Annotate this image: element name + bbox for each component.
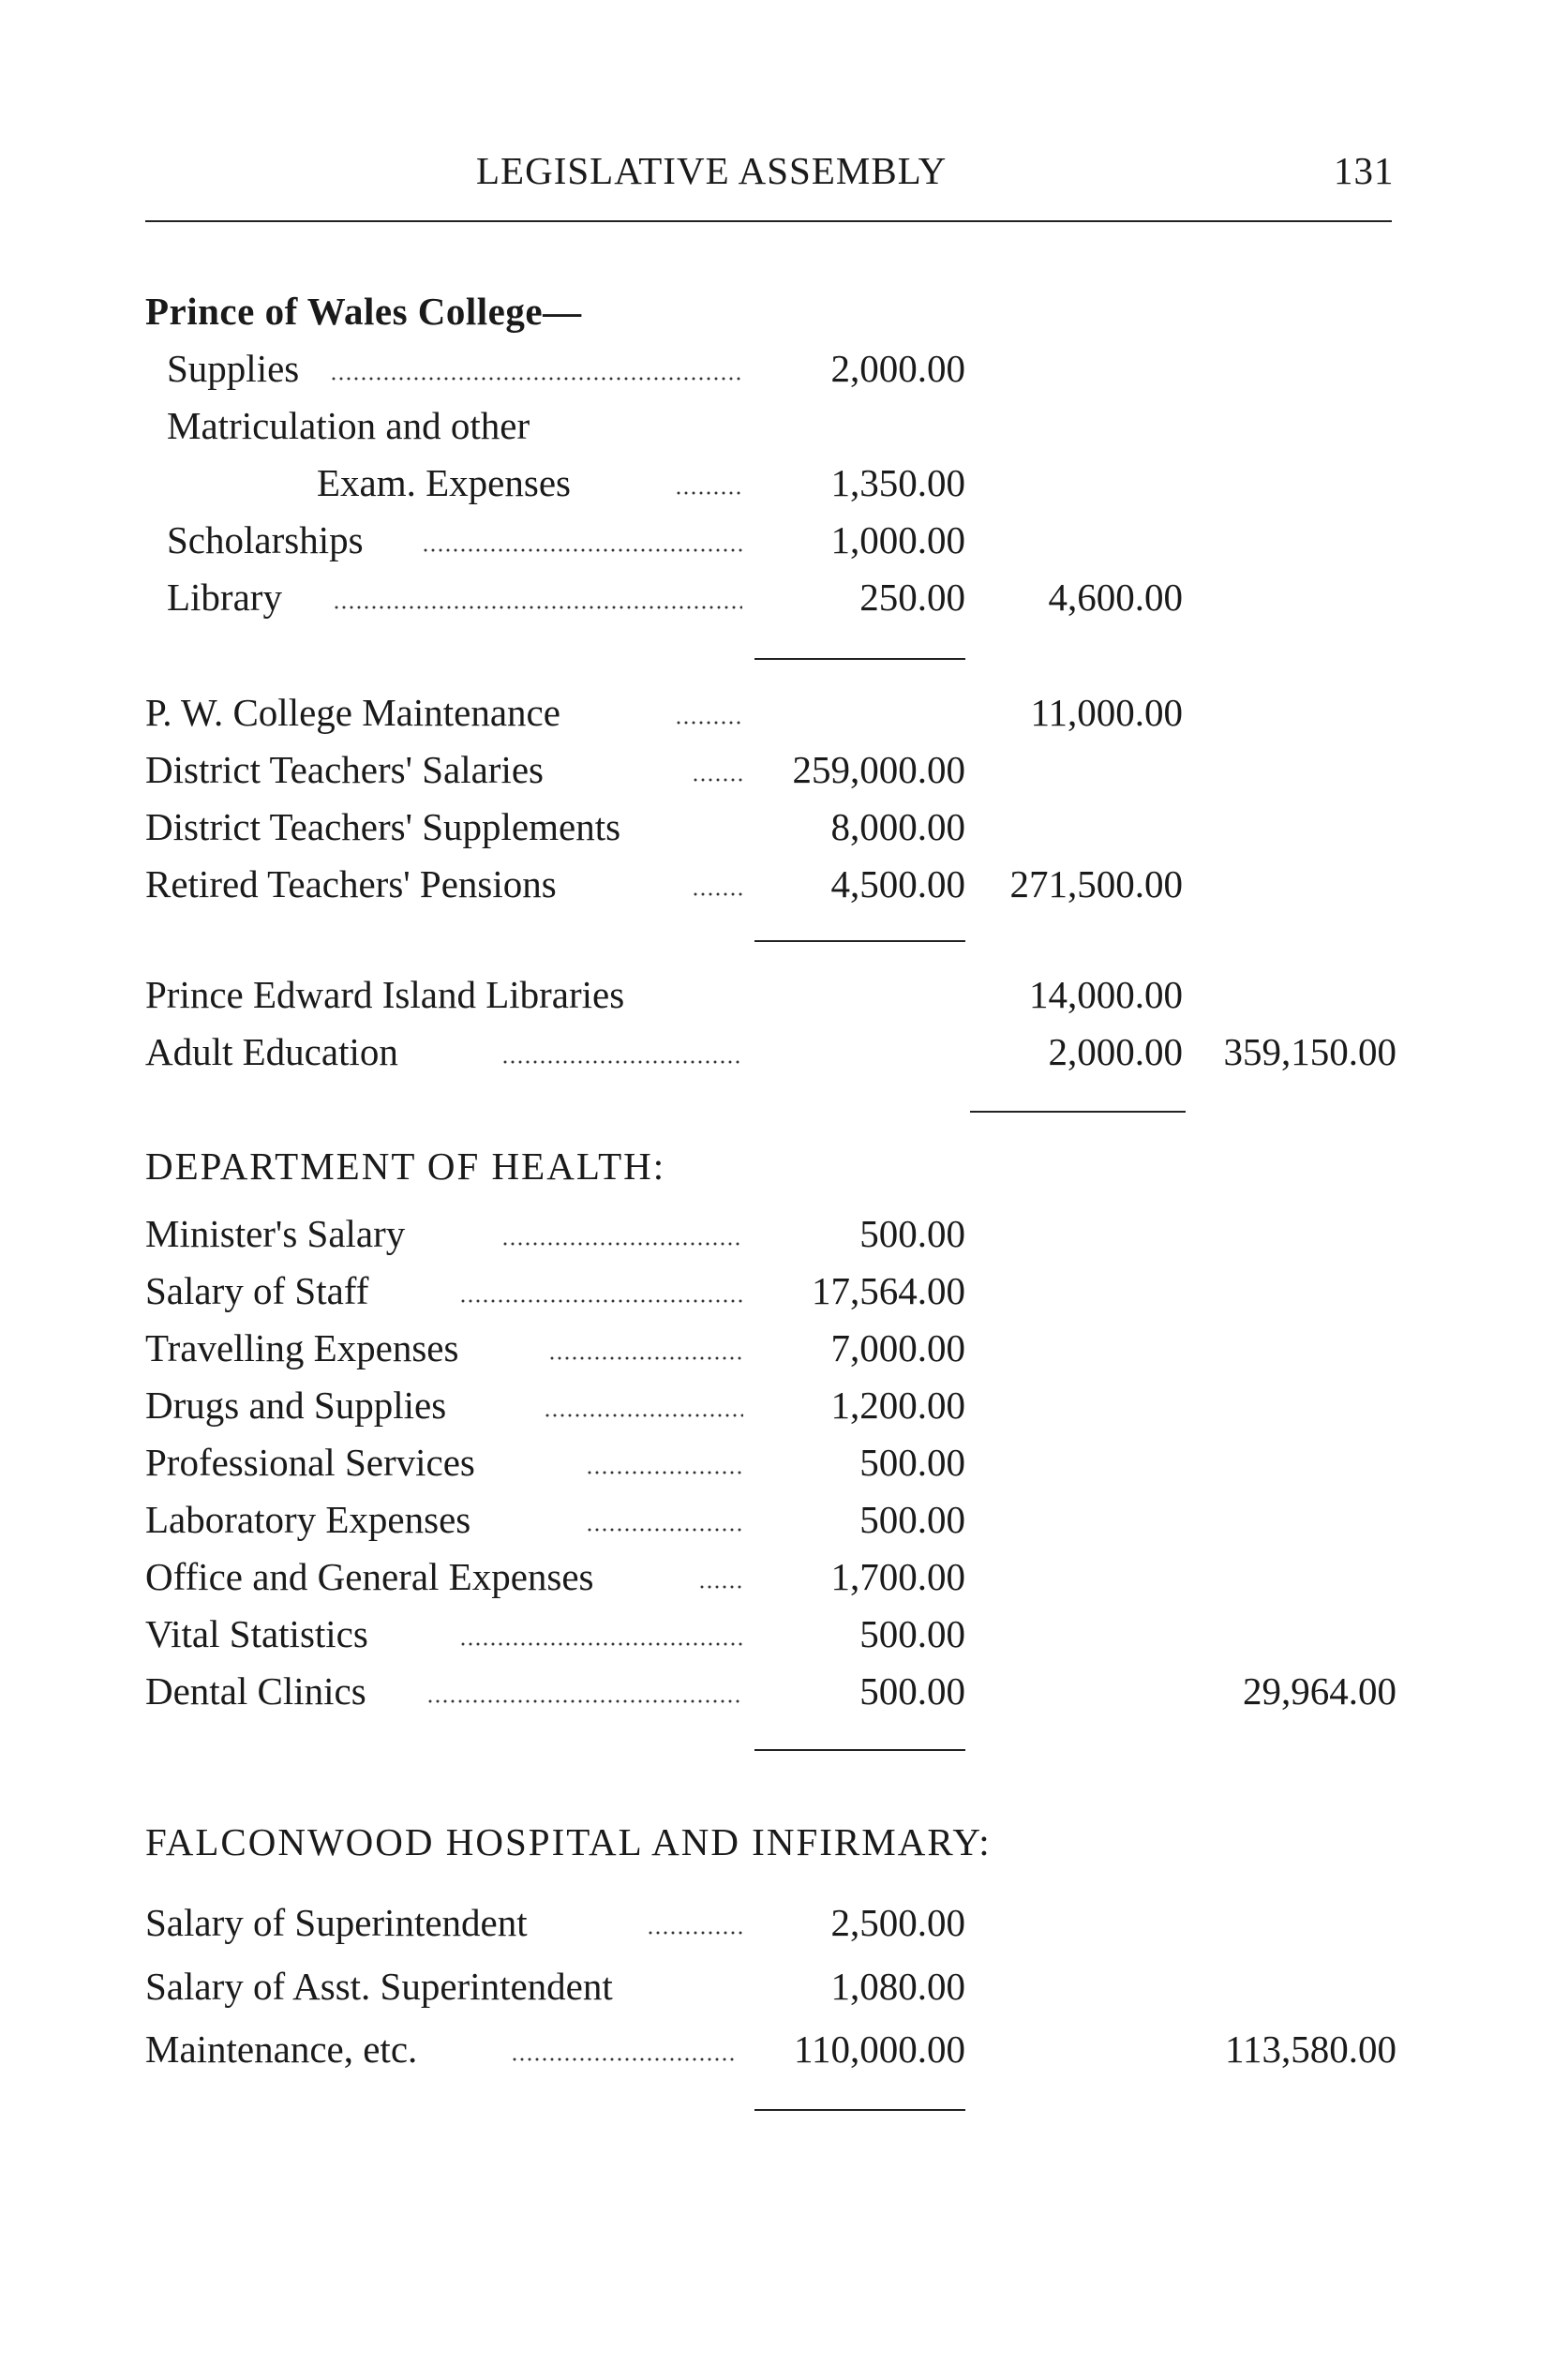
item-amount: 14,000.00 (1029, 973, 1183, 1016)
item-amount: 500.00 (859, 1669, 965, 1713)
running-head-title: LEGISLATIVE ASSEMBLY (476, 149, 948, 192)
sum-rule (754, 2109, 965, 2111)
item-amount: 1,080.00 (830, 1965, 965, 2008)
item-amount: 7,000.00 (830, 1326, 965, 1369)
header-rule (145, 220, 1392, 222)
section-heading-health (0, 1142, 1568, 1190)
section-title: Prince of Wales College— (145, 290, 582, 333)
line-item (0, 458, 1568, 507)
line-item (0, 1962, 1568, 2011)
item-label: Travelling Expenses (145, 1326, 459, 1369)
item-amount: 500.00 (859, 1612, 965, 1655)
item-amount: 500.00 (859, 1441, 965, 1484)
item-label: Vital Statistics (145, 1612, 368, 1655)
item-label: Salary of Superintendent (145, 1901, 528, 1944)
line-item (0, 860, 1568, 908)
item-label: Drugs and Supplies (145, 1384, 447, 1427)
line-item (0, 1381, 1568, 1429)
item-amount: 2,000.00 (1048, 1030, 1183, 1073)
line-item (0, 1552, 1568, 1601)
leader-dots (422, 547, 742, 553)
item-amount: 4,500.00 (830, 862, 965, 905)
item-label: Office and General Expenses (145, 1555, 594, 1598)
item-amount: 500.00 (859, 1498, 965, 1541)
line-item (0, 1324, 1568, 1372)
item-label: Prince Edward Island Libraries (145, 973, 625, 1016)
section-heading-falconwood (0, 1818, 1568, 1866)
leader-dots (426, 1698, 743, 1704)
item-label: Scholarships (167, 518, 364, 561)
line-item (0, 516, 1568, 564)
leader-dots (333, 605, 742, 610)
section-title: FALCONWOOD HOSPITAL AND INFIRMARY: (145, 1820, 992, 1863)
item-label: Library (167, 576, 282, 619)
leader-dots (501, 1241, 743, 1247)
line-item (0, 1495, 1568, 1544)
sum-rule (754, 1749, 965, 1751)
line-item (0, 688, 1568, 737)
subtotal-amount: 271,500.00 (1009, 862, 1183, 905)
item-amount: 2,500.00 (830, 1901, 965, 1944)
item-amount: 1,700.00 (830, 1555, 965, 1598)
line-item (0, 1266, 1568, 1315)
item-amount: 110,000.00 (794, 2027, 965, 2071)
item-label: P. W. College Maintenance (145, 691, 560, 734)
leader-dots (459, 1641, 743, 1647)
item-amount: 500.00 (859, 1212, 965, 1255)
total-amount: 113,580.00 (1225, 2027, 1396, 2071)
item-amount: 1,350.00 (830, 461, 965, 504)
item-label: Adult Education (145, 1030, 398, 1073)
item-amount: 1,000.00 (830, 518, 965, 561)
item-amount: 250.00 (859, 576, 965, 619)
item-label: Supplies (167, 347, 300, 390)
line-item (0, 1609, 1568, 1658)
line-item (0, 2025, 1568, 2073)
item-amount: 17,564.00 (812, 1269, 965, 1312)
item-label: Minister's Salary (145, 1212, 406, 1255)
line-item (0, 1209, 1568, 1258)
item-label: Maintenance, etc. (145, 2027, 418, 2071)
total-amount: 359,150.00 (1223, 1030, 1396, 1073)
leader-dots (330, 376, 742, 382)
section-title: DEPARTMENT OF HEALTH: (145, 1145, 666, 1188)
item-label: Dental Clinics (145, 1669, 366, 1713)
item-label: District Teachers' Supplements (145, 805, 621, 848)
item-label: Retired Teachers' Pensions (145, 862, 557, 905)
line-item (0, 1027, 1568, 1076)
sum-rule (754, 658, 965, 660)
item-label: Salary of Staff (145, 1269, 369, 1312)
item-label: Matriculation and other (167, 404, 530, 447)
leader-dots (501, 1059, 743, 1065)
line-item (0, 401, 1568, 450)
leader-dots (459, 1298, 743, 1304)
item-label: District Teachers' Salaries (145, 748, 544, 791)
line-item (0, 1438, 1568, 1487)
section-heading-pwc (0, 287, 1568, 336)
item-amount: 8,000.00 (830, 805, 965, 848)
line-item (0, 745, 1568, 794)
line-item (0, 1667, 1568, 1715)
line-item (0, 344, 1568, 393)
leader-dots (675, 720, 742, 726)
item-label: Professional Services (145, 1441, 475, 1484)
sum-rule (754, 940, 965, 942)
line-item (0, 573, 1568, 621)
subtotal-amount: 4,600.00 (1048, 576, 1183, 619)
item-amount: 11,000.00 (1030, 691, 1183, 734)
leader-dots (511, 2057, 734, 2062)
line-item (0, 970, 1568, 1019)
item-label: Salary of Asst. Superintendent (145, 1965, 613, 2008)
item-label: Exam. Expenses (317, 461, 571, 504)
line-item (0, 1898, 1568, 1947)
item-amount: 1,200.00 (830, 1384, 965, 1427)
sum-rule (970, 1111, 1186, 1113)
item-amount: 259,000.00 (792, 748, 965, 791)
item-label: Laboratory Expenses (145, 1498, 471, 1541)
page-number: 131 (1334, 149, 1395, 192)
item-amount: 2,000.00 (830, 347, 965, 390)
line-item (0, 802, 1568, 851)
total-amount: 29,964.00 (1243, 1669, 1396, 1713)
